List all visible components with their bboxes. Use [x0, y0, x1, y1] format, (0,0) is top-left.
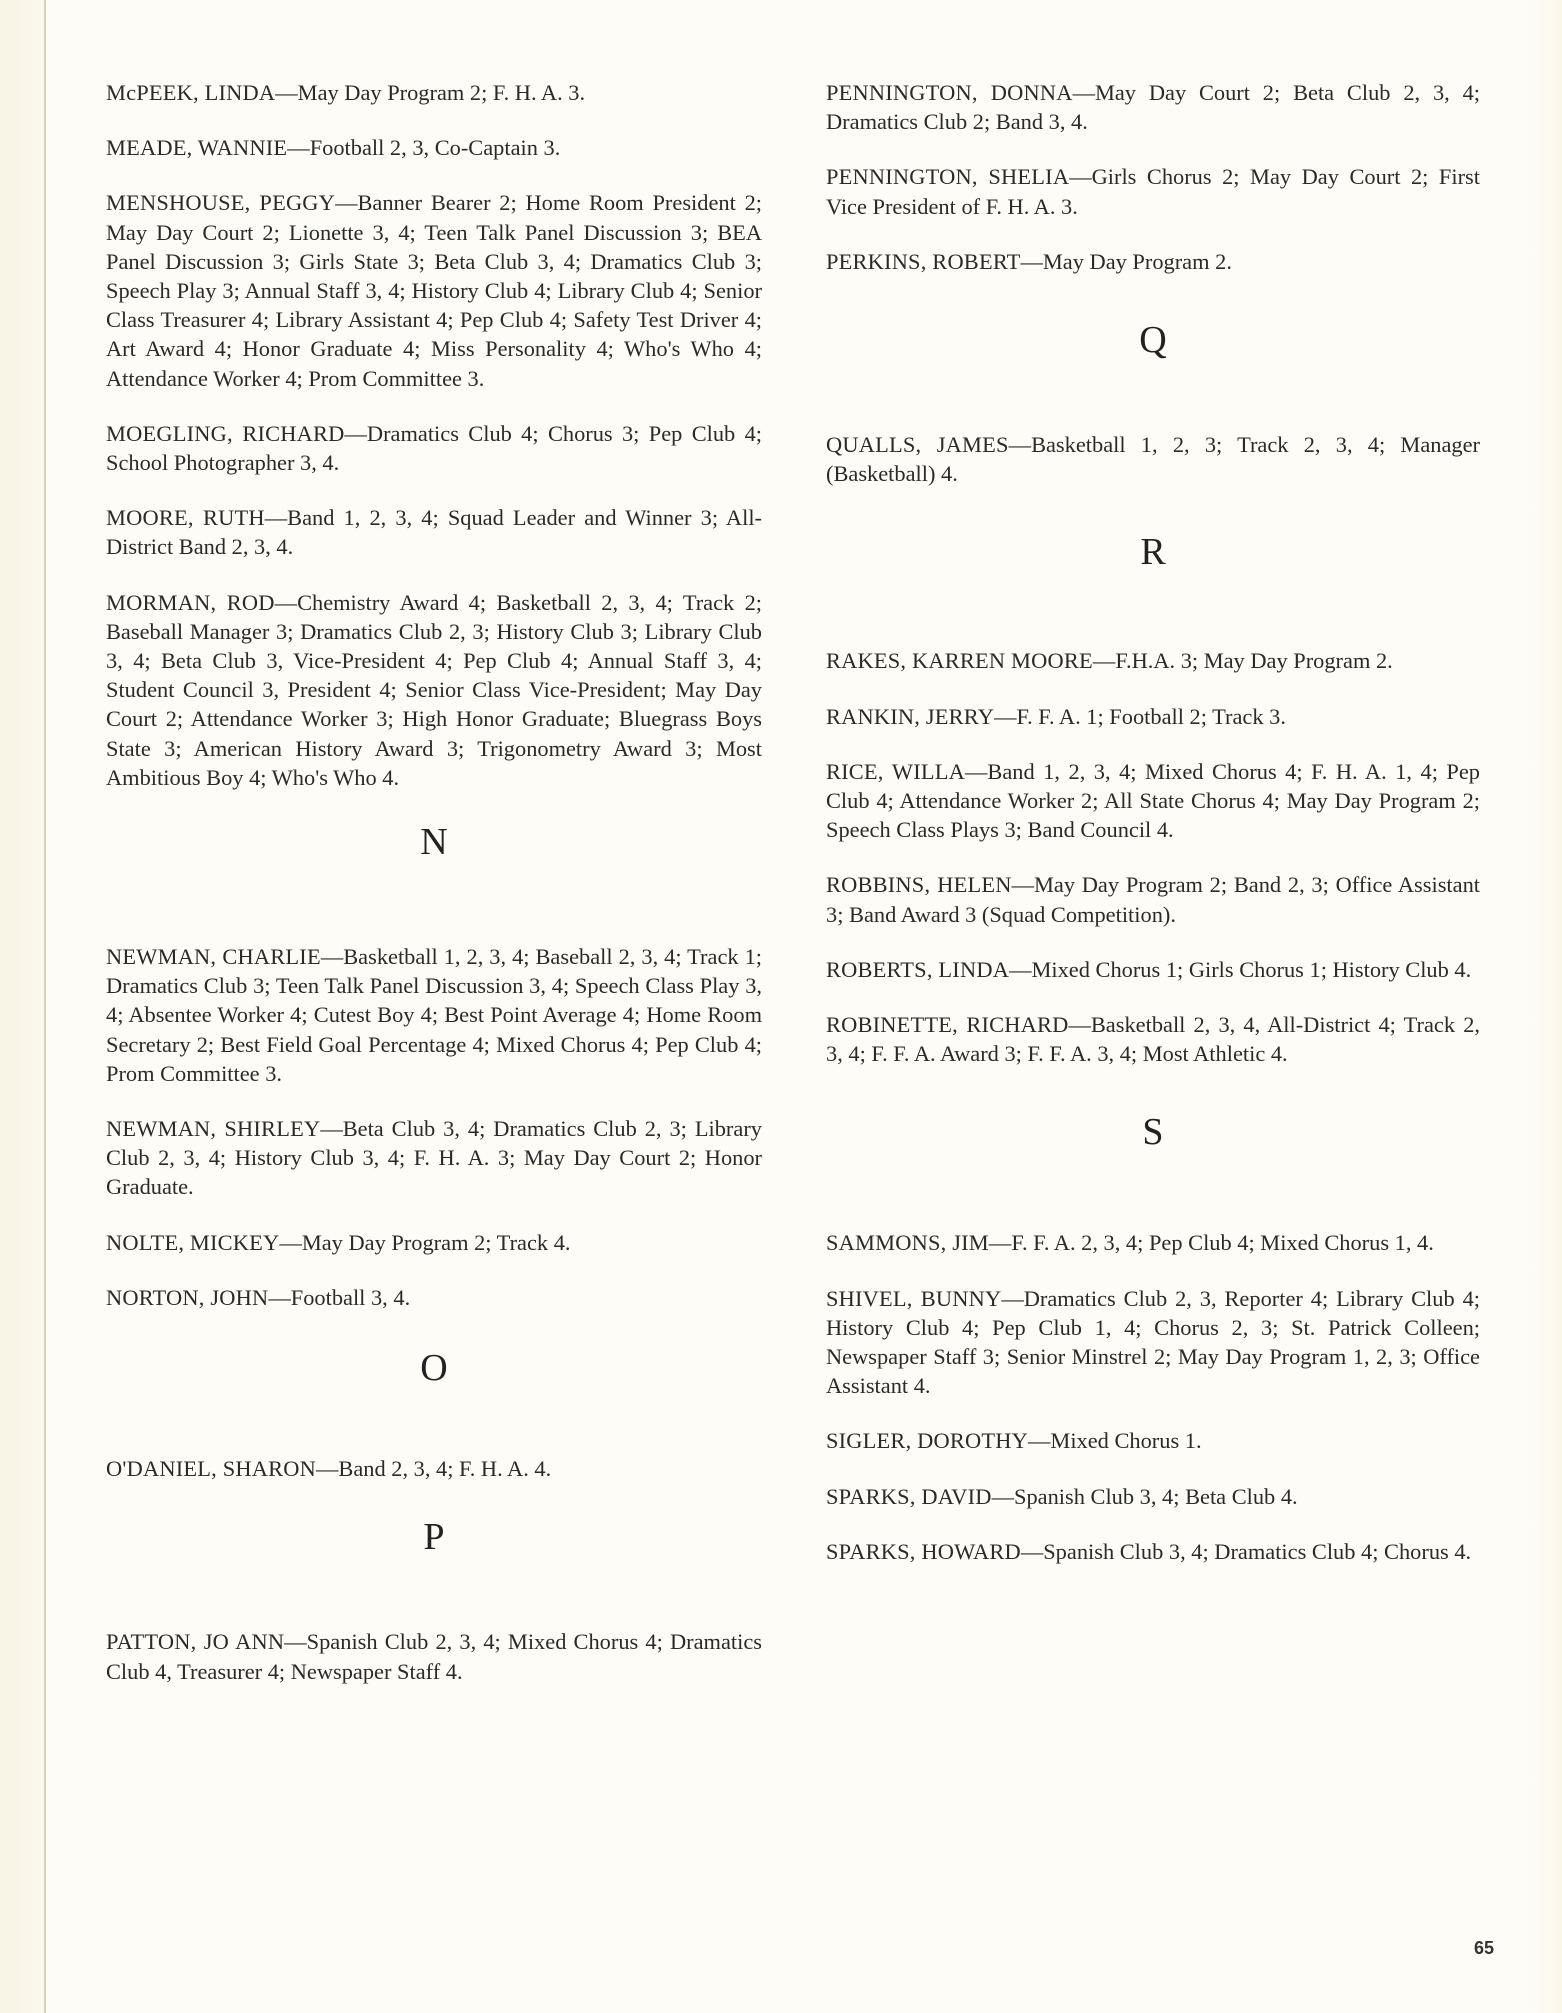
em-dash: —	[1020, 248, 1043, 274]
activities: Football 3, 4.	[290, 1284, 411, 1310]
student-name: ROBERTS, LINDA	[826, 956, 1010, 982]
student-entry	[106, 1627, 762, 1685]
activities: Mixed Chorus 1.	[1050, 1428, 1202, 1454]
activities: F. F. A. 2, 3, 4; Pep Club 4; Mixed Chorus 1, 4.	[1011, 1230, 1434, 1256]
activities: Band 2, 3, 4; F. H. A. 4.	[338, 1456, 552, 1482]
em-dash: —	[320, 1116, 343, 1142]
em-dash: —	[274, 589, 298, 615]
student-name: MOORE, RUTH	[106, 505, 265, 531]
activities: Mixed Chorus 1; Girls Chorus 1; History Club 4.	[1031, 956, 1472, 982]
student-entry	[826, 247, 1480, 276]
student-name: SPARKS, HOWARD	[826, 1538, 1021, 1564]
activities: Dramatics Club 4; Chorus 3; Pep Club 4; School Photographer 3, 4.	[106, 420, 763, 476]
em-dash: —	[965, 758, 988, 784]
activities: Basketball 1, 2, 3; Track 2, 3, 4; Manager (Basketball) 4.	[826, 432, 1480, 487]
em-dash: —	[275, 80, 298, 105]
student-name: SPARKS, DAVID	[826, 1483, 992, 1509]
student-name: ROBINETTE, RICHARD	[826, 1012, 1069, 1038]
student-name: NEWMAN, SHIRLEY	[106, 1116, 321, 1142]
student-name: PENNINGTON, SHELIA	[826, 164, 1070, 190]
student-name: SHIVEL, BUNNY	[826, 1285, 1002, 1311]
em-dash: —	[1068, 1012, 1091, 1038]
student-entry	[826, 870, 1480, 928]
student-entry	[106, 942, 762, 1088]
activities: Basketball 1, 2, 3, 4; Baseball 2, 3, 4; Track 1; Dramatics Club 3; Teen Talk Panel Discussion 3, 4; Speech Class Play 3, 4; Absentee Worker 4; Cutest Boy 4; Best Point Average 4; Home Room Secretary 2; Best Field Goal Percentage 4; Mixed Chorus 4; Pep Club 4; Prom Committee 3.	[106, 944, 762, 1086]
student-name: NEWMAN, CHARLIE	[106, 944, 321, 970]
activities: Basketball 2, 3, 4, All-District 4; Track 2, 3, 4; F. F. A. Award 3; F. F. A. 3, 4; Most Athletic 4.	[826, 1012, 1480, 1067]
student-entry	[106, 78, 762, 107]
student-name: RANKIN, JERRY	[826, 703, 995, 729]
student-entry	[106, 188, 762, 392]
em-dash: —	[994, 703, 1017, 729]
right-column	[826, 78, 1480, 1592]
em-dash: —	[1069, 164, 1092, 190]
page-number: 65	[1474, 1938, 1495, 1958]
student-name: QUALLS, JAMES	[826, 432, 1009, 458]
student-name: NOLTE, MICKEY	[106, 1229, 280, 1255]
activities: Band 1, 2, 3, 4; Mixed Chorus 4; F. H. A. 1, 4; Pep Club 4; Attendance Worker 2; All State Chorus 4; May Day Program 2; Speech Class Plays 3; Band Council 4.	[826, 758, 1481, 843]
student-name: RICE, WILLA	[826, 758, 966, 784]
activities: Chemistry Award 4; Basketball 2, 3, 4; Track 2; Baseball Manager 3; Dramatics Club 2, 3; History Club 3; Library Club 3, 4; Beta Club 3, Vice-President 4; Pep Club 4; Annual Staff 3, 4; Student Council 3, President 4; Senior Class Vice-President; May Day Court 2; Attendance Worker 3; High Honor Graduate; Bluegrass Boys State 3; American History Award 3; Trigonometry Award 3; Most Ambitious Boy 4; Who's Who 4.	[106, 589, 762, 790]
em-dash: —	[988, 1230, 1012, 1256]
em-dash: —	[268, 1284, 291, 1310]
student-name: MENSHOUSE, PEGGY	[106, 190, 336, 216]
student-entry	[826, 78, 1480, 136]
em-dash: —	[1009, 956, 1032, 982]
section-letter: S	[1142, 1111, 1164, 1154]
left-column	[106, 78, 762, 1712]
student-name: PENNINGTON, DONNA	[826, 80, 1073, 105]
em-dash: —	[284, 1629, 307, 1655]
student-name: NORTON, JOHN	[106, 1284, 269, 1310]
student-entry	[826, 1010, 1480, 1068]
activities: Spanish Club 2, 3, 4; Mixed Chorus 4; Dramatics Club 4, Treasurer 4; Newspaper Staff 4.	[106, 1629, 762, 1684]
activities: Beta Club 3, 4; Dramatics Club 2, 3; Library Club 2, 3, 4; History Club 3, 4; F. H. A. 3; May Day Court 2; Honor Graduate.	[106, 1116, 762, 1200]
em-dash: —	[1011, 872, 1034, 898]
student-name: MEADE, WANNIE	[106, 135, 288, 161]
em-dash: —	[316, 1456, 339, 1482]
em-dash: —	[1001, 1285, 1024, 1311]
activities: Football 2, 3, Co-Captain 3.	[309, 135, 561, 161]
student-entry	[826, 1482, 1480, 1511]
em-dash: —	[1020, 1538, 1044, 1564]
page-gutter	[0, 0, 46, 2013]
student-entry	[106, 588, 762, 792]
em-dash: —	[991, 1483, 1015, 1509]
student-entry	[826, 1284, 1480, 1401]
section-letter: P	[423, 1516, 445, 1559]
page-edge	[1532, 0, 1562, 2013]
student-entry	[826, 1537, 1480, 1566]
em-dash: —	[264, 505, 288, 531]
em-dash: —	[1092, 648, 1116, 674]
student-name: ROBBINS, HELEN	[826, 872, 1012, 898]
activities: May Day Program 2; Track 4.	[301, 1229, 571, 1255]
student-name: MORMAN, ROD	[106, 589, 275, 615]
student-entry	[106, 1283, 762, 1312]
student-entry	[106, 1454, 762, 1483]
student-name: McPEEK, LINDA	[106, 80, 276, 105]
student-name: PATTON, JO ANN	[106, 1629, 285, 1655]
activities: May Day Program 2; Band 2, 3; Office Assistant 3; Band Award 3 (Squad Competition).	[826, 872, 1480, 927]
activities: May Day Court 2; Beta Club 2, 3, 4; Dramatics Club 2; Band 3, 4.	[826, 80, 1480, 135]
em-dash: —	[1028, 1428, 1051, 1454]
em-dash: —	[320, 944, 344, 970]
activities: F. F. A. 1; Football 2; Track 3.	[1016, 703, 1286, 729]
student-entry	[106, 419, 762, 477]
student-name: MOEGLING, RICHARD	[106, 420, 345, 446]
student-entry	[826, 430, 1480, 488]
student-entry	[826, 1228, 1480, 1257]
activities: F.H.A. 3; May Day Program 2.	[1115, 648, 1393, 674]
student-entry	[826, 646, 1480, 675]
student-entry	[826, 702, 1480, 731]
activities: Banner Bearer 2; Home Room President 2; May Day Court 2; Lionette 3, 4; Teen Talk Panel Discussion 3; BEA Panel Discussion 3; Girls State 3; Beta Club 3, 4; Dramatics Club 3; Speech Play 3; Annual Staff 3, 4; History Club 4; Library Club 4; Senior Class Treasurer 4; Library Assistant 4; Pep Club 4; Safety Test Driver 4; Art Award 4; Honor Graduate 4; Miss Personality 4; Who's Who 4; Attendance Worker 4; Prom Committee 3.	[106, 190, 762, 391]
student-entry	[106, 1228, 762, 1257]
student-entry	[826, 955, 1480, 984]
section-letter: N	[420, 821, 448, 864]
em-dash: —	[1072, 80, 1095, 105]
activities: May Day Program 2; F. H. A. 3.	[297, 80, 586, 105]
activities: Dramatics Club 2, 3, Reporter 4; Library Club 4; History Club 4; Pep Club 1, 4; Chorus 2, 3; St. Patrick Colleen; Newspaper Staff 3; Senior Minstrel 2; May Day Program 1, 2, 3; Office Assistant 4.	[826, 1285, 1480, 1399]
binding-line	[44, 0, 46, 2013]
section-letter: O	[420, 1347, 448, 1390]
em-dash: —	[344, 420, 367, 446]
activities: Band 1, 2, 3, 4; Squad Leader and Winner 3; All-District Band 2, 3, 4.	[106, 505, 762, 560]
student-entry	[826, 162, 1480, 220]
student-name: RAKES, KARREN MOORE	[826, 648, 1093, 674]
activities: Spanish Club 3, 4; Dramatics Club 4; Chorus 4.	[1043, 1538, 1472, 1564]
student-entry	[106, 503, 762, 561]
section-letter: Q	[1139, 319, 1167, 362]
section-letter: R	[1140, 531, 1166, 574]
activities: May Day Program 2.	[1042, 248, 1232, 274]
student-name: SAMMONS, JIM	[826, 1230, 989, 1256]
student-entry	[826, 757, 1480, 845]
student-entry	[106, 133, 762, 162]
em-dash: —	[335, 190, 358, 216]
student-entry	[106, 1114, 762, 1202]
activities: Girls Chorus 2; May Day Court 2; First Vice President of F. H. A. 3.	[826, 164, 1480, 219]
student-name: PERKINS, ROBERT	[826, 248, 1021, 274]
student-name: O'DANIEL, SHARON	[106, 1456, 316, 1482]
em-dash: —	[287, 135, 310, 161]
student-entry	[826, 1426, 1480, 1455]
em-dash: —	[279, 1229, 302, 1255]
student-name: SIGLER, DOROTHY	[826, 1428, 1029, 1454]
activities: Spanish Club 3, 4; Beta Club 4.	[1014, 1483, 1298, 1509]
em-dash: —	[1008, 432, 1032, 458]
